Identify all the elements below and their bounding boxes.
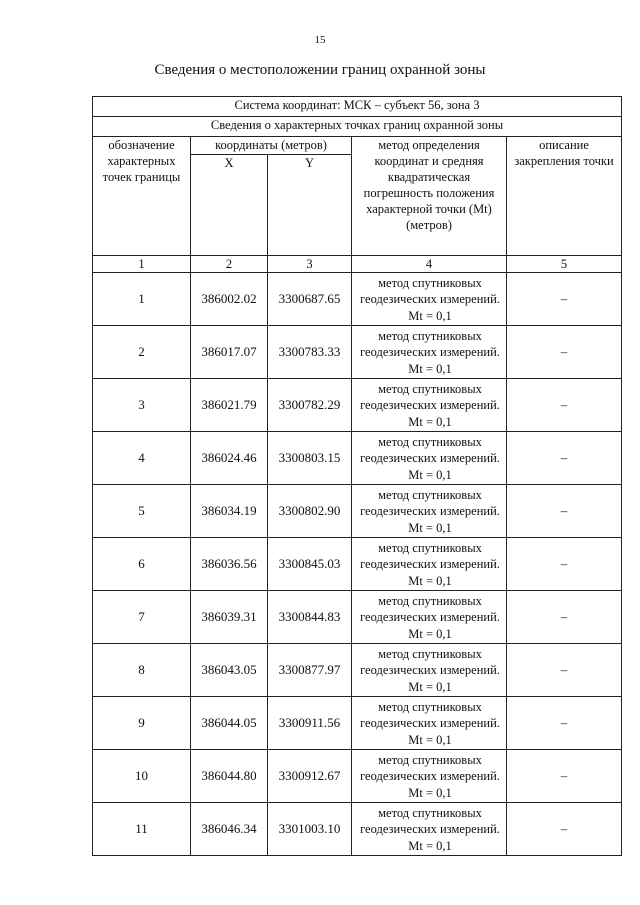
boundary-points-table (92, 96, 622, 856)
cell-y: 3300912.67 (268, 750, 352, 803)
cell-method: метод спутниковых геодезических измерений. Mt = 0,1 (352, 591, 507, 644)
cell-y: 3301003.10 (268, 803, 352, 856)
cell-x: 386039.31 (191, 591, 268, 644)
cell-description: – (507, 485, 622, 538)
cell-x: 386002.02 (191, 273, 268, 326)
table-row (93, 379, 622, 432)
cell-y: 3300845.03 (268, 538, 352, 591)
cell-x: 386034.19 (191, 485, 268, 538)
cell-method: метод спутниковых геодезических измерений. Mt = 0,1 (352, 697, 507, 750)
cell-point: 10 (93, 750, 191, 803)
column-number: 2 (191, 256, 268, 273)
cell-y: 3300877.97 (268, 644, 352, 697)
cell-point: 6 (93, 538, 191, 591)
cell-method: метод спутниковых геодезических измерений. Mt = 0,1 (352, 432, 507, 485)
column-number: 3 (268, 256, 352, 273)
table-row (93, 432, 622, 485)
column-number: 4 (352, 256, 507, 273)
column-number: 5 (507, 256, 622, 273)
table-row (93, 273, 622, 326)
table-row (93, 644, 622, 697)
cell-point: 2 (93, 326, 191, 379)
table-row (93, 750, 622, 803)
cell-y: 3300782.29 (268, 379, 352, 432)
cell-y: 3300802.90 (268, 485, 352, 538)
cell-description: – (507, 273, 622, 326)
cell-point: 11 (93, 803, 191, 856)
cell-description: – (507, 432, 622, 485)
cell-x: 386044.80 (191, 750, 268, 803)
cell-y: 3300911.56 (268, 697, 352, 750)
cell-method: метод спутниковых геодезических измерений. Mt = 0,1 (352, 644, 507, 697)
table-row (93, 538, 622, 591)
cell-x: 386043.05 (191, 644, 268, 697)
cell-description: – (507, 538, 622, 591)
cell-description: – (507, 379, 622, 432)
cell-description: – (507, 803, 622, 856)
cell-y: 3300687.65 (268, 273, 352, 326)
header-method: метод определения координат и средняя квадратическая погрешность положения характерной точки (Mt) (метров) (352, 137, 507, 256)
cell-description: – (507, 750, 622, 803)
cell-point: 1 (93, 273, 191, 326)
table-row (93, 591, 622, 644)
cell-method: метод спутниковых геодезических измерений. Mt = 0,1 (352, 379, 507, 432)
table-row (93, 326, 622, 379)
cell-y: 3300803.15 (268, 432, 352, 485)
cell-x: 386017.07 (191, 326, 268, 379)
cell-method: метод спутниковых геодезических измерений. Mt = 0,1 (352, 485, 507, 538)
cell-description: – (507, 697, 622, 750)
cell-description: – (507, 644, 622, 697)
header-point: обозначение характерных точек границы (93, 137, 191, 256)
cell-description: – (507, 326, 622, 379)
cell-point: 8 (93, 644, 191, 697)
column-number-row (93, 256, 622, 273)
cell-method: метод спутниковых геодезических измерений. Mt = 0,1 (352, 803, 507, 856)
cell-point: 4 (93, 432, 191, 485)
cell-x: 386044.05 (191, 697, 268, 750)
cell-method: метод спутниковых геодезических измерений. Mt = 0,1 (352, 750, 507, 803)
cell-x: 386046.34 (191, 803, 268, 856)
cell-point: 9 (93, 697, 191, 750)
cell-method: метод спутниковых геодезических измерений. Mt = 0,1 (352, 273, 507, 326)
header-coordinates: координаты (метров) (191, 137, 352, 155)
cell-point: 7 (93, 591, 191, 644)
header-description: описание закрепления точки (507, 137, 622, 256)
cell-y: 3300783.33 (268, 326, 352, 379)
cell-method: метод спутниковых геодезических измерений. Mt = 0,1 (352, 538, 507, 591)
cell-method: метод спутниковых геодезических измерений. Mt = 0,1 (352, 326, 507, 379)
document-title: Сведения о местоположении границ охранной зоны (154, 62, 486, 78)
table-row (93, 697, 622, 750)
cell-x: 386021.79 (191, 379, 268, 432)
cell-x: 386036.56 (191, 538, 268, 591)
column-number: 1 (93, 256, 191, 273)
cell-description: – (507, 591, 622, 644)
table-row (93, 485, 622, 538)
header-y: Y (268, 155, 352, 256)
table-row (93, 803, 622, 856)
header-x: X (191, 155, 268, 256)
cell-y: 3300844.83 (268, 591, 352, 644)
coord-system-header: Система координат: МСК – субъект 56, зона 3 (93, 97, 622, 117)
cell-x: 386024.46 (191, 432, 268, 485)
section-header: Сведения о характерных точках границ охранной зоны (93, 117, 622, 137)
page-number: 15 (314, 34, 326, 46)
cell-point: 3 (93, 379, 191, 432)
cell-point: 5 (93, 485, 191, 538)
